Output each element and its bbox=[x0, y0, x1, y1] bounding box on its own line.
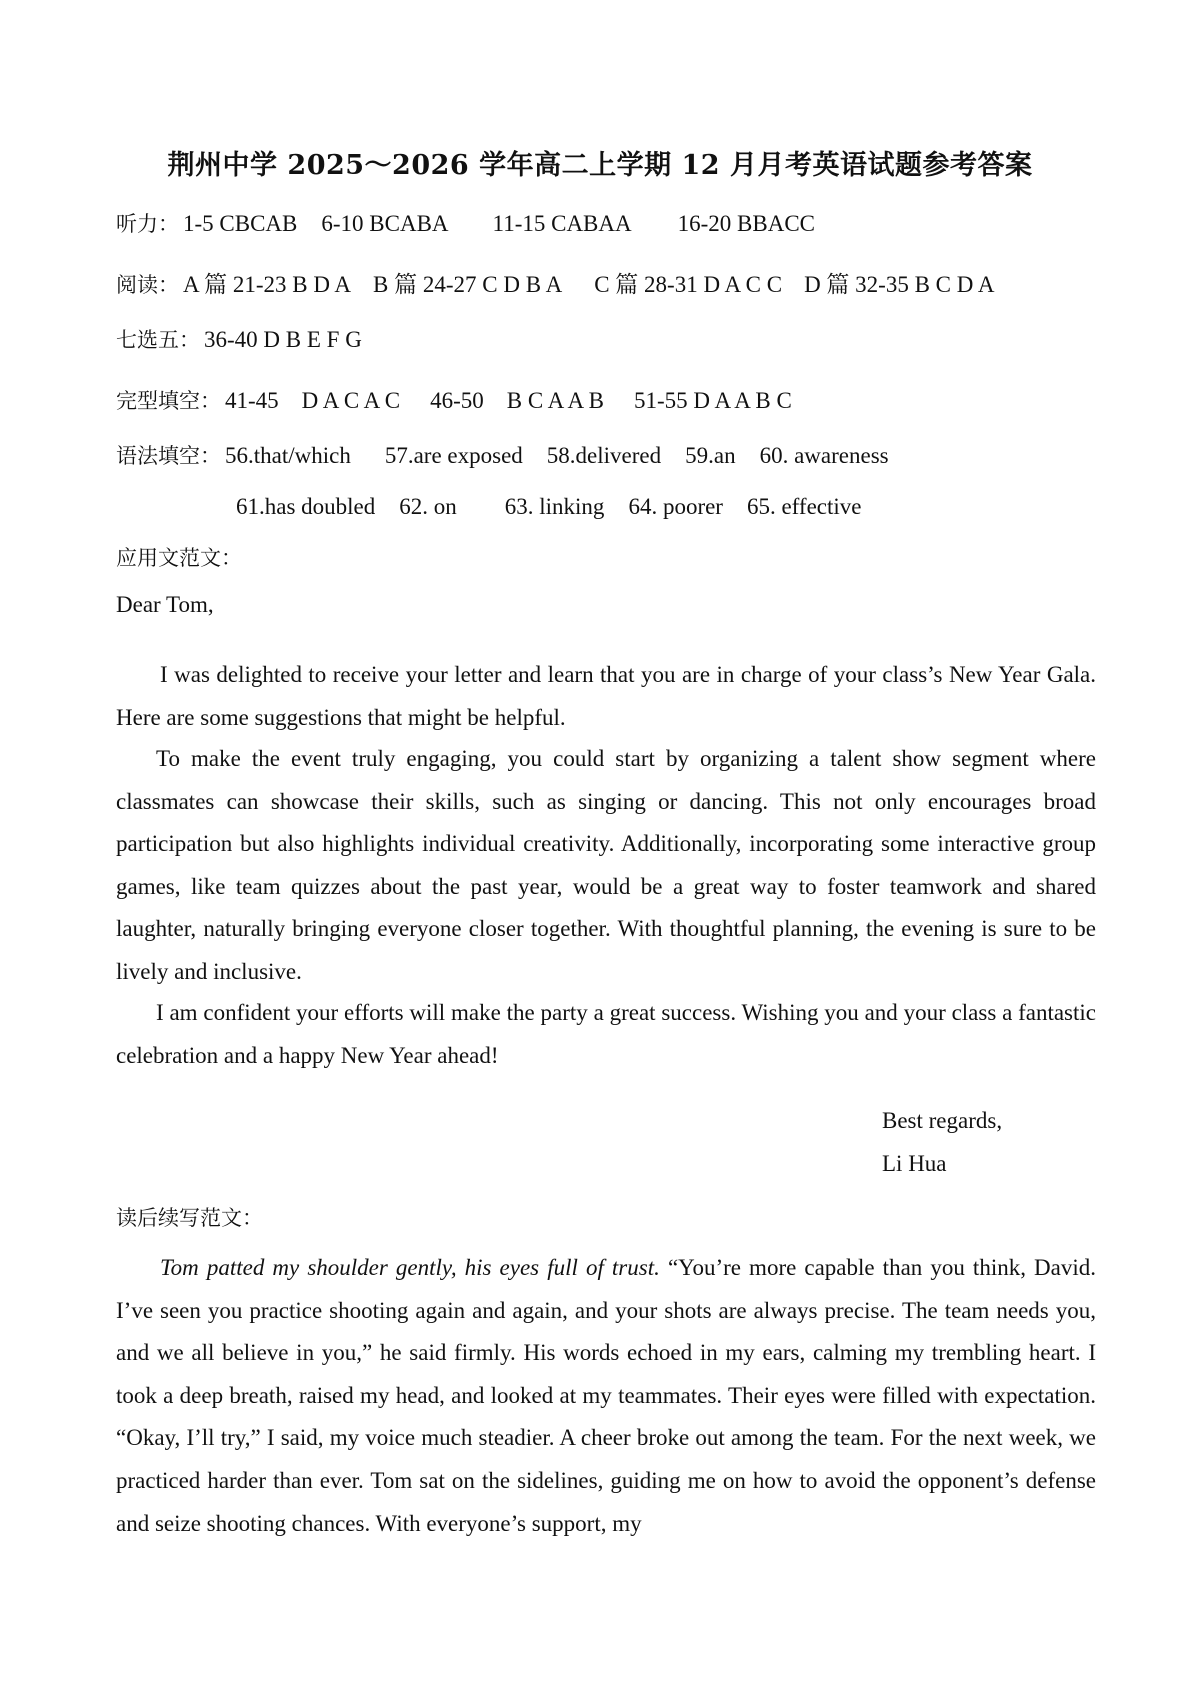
listening-row bbox=[116, 208, 815, 238]
continuation-heading-text: 读后续写范文： bbox=[116, 1206, 263, 1230]
seven-five-row bbox=[116, 324, 362, 354]
grammar-answer: 60. awareness bbox=[759, 443, 889, 468]
grammar-row-2 bbox=[236, 494, 862, 520]
listening-group: 11-15 CABAA bbox=[492, 211, 632, 236]
continuation-opening-sentence: Tom patted my shoulder gently, his eyes full of trust. bbox=[160, 1255, 660, 1280]
applied-writing-heading bbox=[116, 542, 242, 572]
reading-group: C 篇 28-31 D A C C bbox=[594, 272, 783, 297]
letter-signature: Li Hua bbox=[882, 1151, 947, 1176]
grammar-answer: 57.are exposed bbox=[384, 443, 523, 468]
reading-label: 阅读： bbox=[116, 273, 179, 297]
cloze-group: 46-50 B C A A B bbox=[430, 388, 604, 413]
grammar-answer: 56.that/which bbox=[225, 443, 351, 468]
listening-label: 听力： bbox=[116, 212, 179, 236]
letter-closing: Best regards, bbox=[882, 1108, 1003, 1133]
cloze-row bbox=[116, 382, 792, 415]
cloze-group: 51-55 D A A B C bbox=[633, 388, 792, 413]
listening-group: 1-5 CBCAB bbox=[183, 211, 298, 236]
applied-writing-heading-text: 应用文范文： bbox=[116, 546, 242, 570]
letter-paragraph: I was delighted to receive your letter and learn that you are in charge of your class’s New Year Gala. Here are some suggestions that might be helpful. bbox=[116, 662, 1096, 730]
reading-group: D 篇 32-35 B C D A bbox=[804, 272, 995, 297]
continuation-body: “You’re more capable than you think, David. I’ve seen you practice shooting again and again, and your shots are always precise. The team needs you, and we all believe in you,” he said firmly. His words echoed in my ears, calming my trembling heart. I took a deep breath, raised my head, and looked at my teammates. Their eyes were filled with expectation. “Okay, I’ll try,” I said, my voice much steadier. A cheer broke out among the team. For the next week, we practiced harder than ever. Tom sat on the sidelines, guiding me on how to avoid the opponent’s defense and seize shooting chances. With everyone’s support, my bbox=[116, 1255, 1096, 1536]
listening-group: 16-20 BBACC bbox=[677, 211, 816, 236]
listening-group: 6-10 BCABA bbox=[321, 211, 449, 236]
grammar-answer: 59.an bbox=[685, 443, 736, 468]
grammar-row bbox=[116, 440, 889, 470]
reading-group: A 篇 21-23 B D A bbox=[183, 272, 352, 297]
grammar-answer: 61.has doubled bbox=[236, 494, 376, 519]
page-title: 荆州中学 2025～2026 学年高二上学期 12 月月考英语试题参考答案 bbox=[167, 150, 1033, 181]
cloze-group: 41-45 D A C A C bbox=[225, 388, 401, 413]
cloze-label: 完型填空： bbox=[116, 389, 221, 413]
letter-salutation: Dear Tom, bbox=[116, 592, 214, 617]
grammar-answer: 62. on bbox=[399, 494, 457, 519]
letter-paragraph: I am confident your efforts will make the party a great success. Wishing you and your class a fantastic celebration and a happy New Year ahead! bbox=[116, 1000, 1096, 1068]
grammar-answer: 65. effective bbox=[746, 494, 862, 519]
grammar-label: 语法填空： bbox=[116, 444, 221, 468]
continuation-paragraph bbox=[116, 1247, 1096, 1545]
reading-group: B 篇 24-27 C D B A bbox=[373, 272, 563, 297]
letter-paragraph: To make the event truly engaging, you could start by organizing a talent show segment where classmates can showcase their skills, such as singing or dancing. This not only encourages broad participation but also highlights individual creativity. Additionally, incorporating some interactive group games, like team quizzes about the past year, would be a great way to foster teamwork and shared laughter, naturally bringing everyone closer together. With thoughtful planning, the evening is sure to be lively and inclusive. bbox=[116, 746, 1096, 984]
seven-five-answer: 36-40 D B E F G bbox=[204, 327, 362, 352]
grammar-answer: 63. linking bbox=[504, 494, 605, 519]
grammar-answer: 58.delivered bbox=[546, 443, 662, 468]
continuation-heading bbox=[116, 1202, 263, 1232]
reading-row bbox=[116, 266, 994, 299]
grammar-answer: 64. poorer bbox=[628, 494, 723, 519]
seven-five-label: 七选五： bbox=[116, 328, 200, 352]
